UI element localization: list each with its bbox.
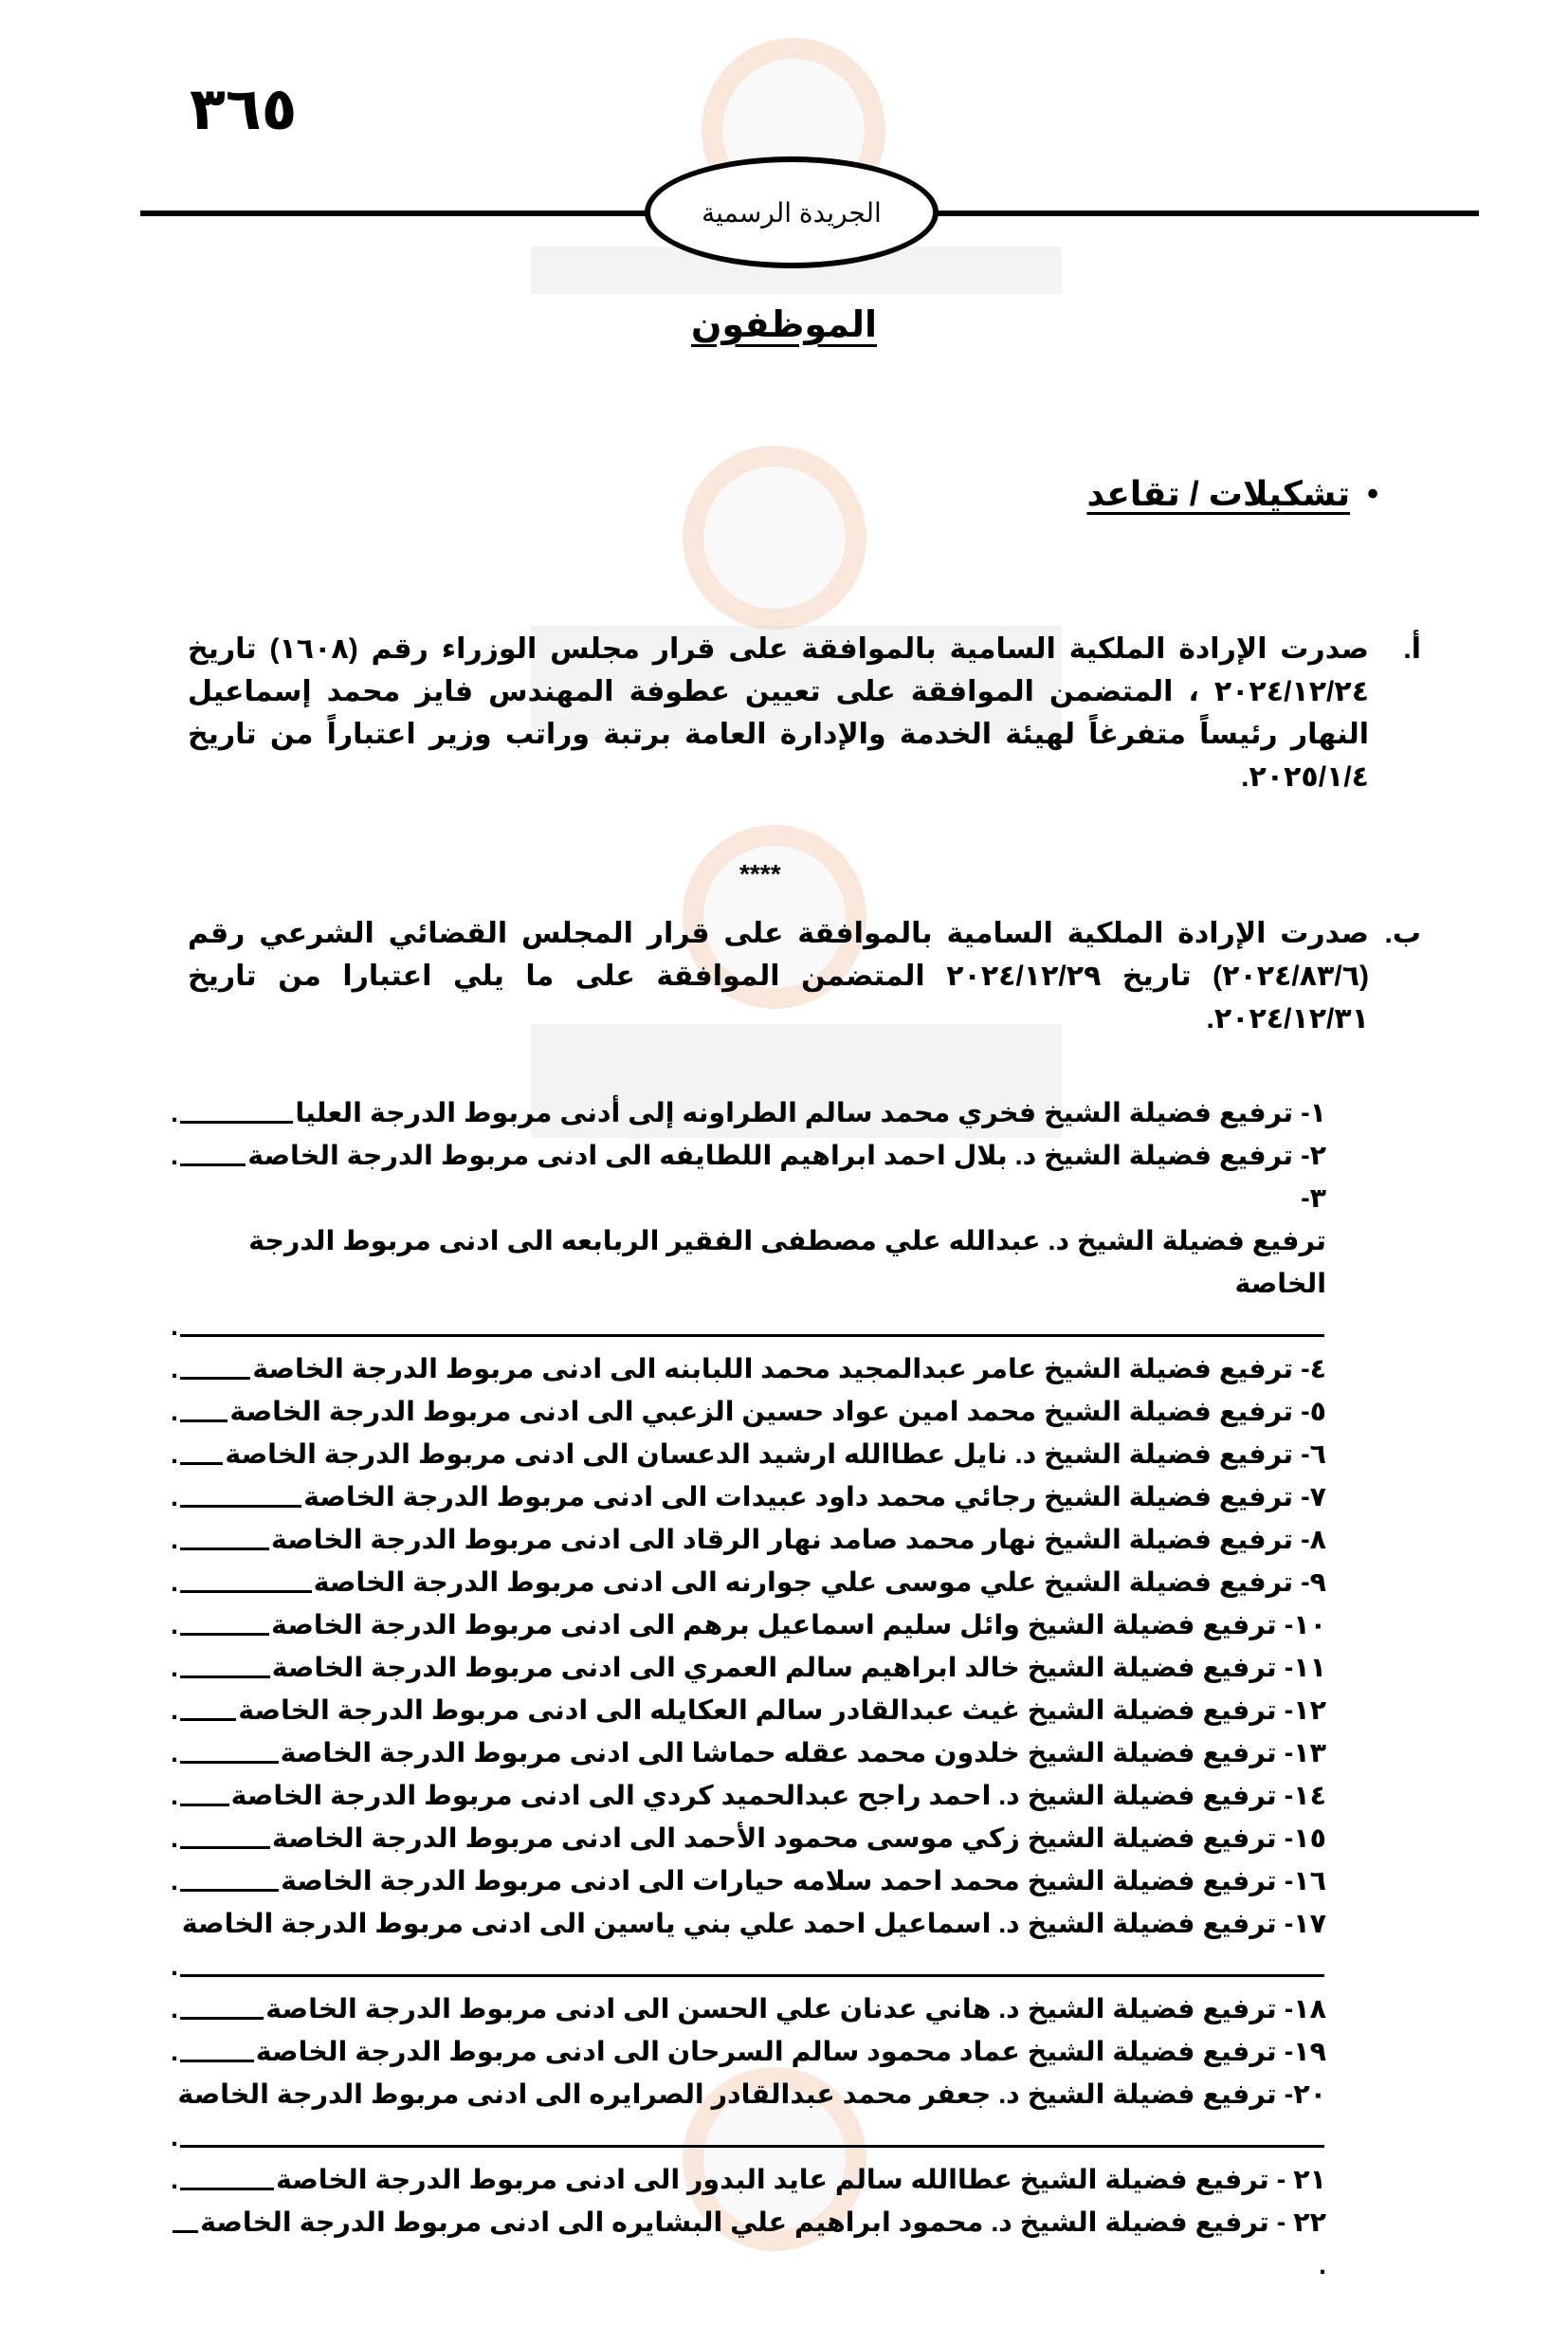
item-fill-line [180,1633,269,1636]
list-item [171,1988,1326,2031]
paragraph-a [188,628,1421,798]
bullet-icon: • [1367,475,1378,512]
item-text: ترفيع فضيلة الشيخ د. جعفر محمد عبدالقادر الصرايره الى ادنى مربوط الدرجة الخاصة [177,2079,1277,2110]
item-fill-line [180,1889,279,1892]
item-number: ١٤- [1284,1781,1326,1811]
list-item [171,1519,1326,1562]
list-item [171,1860,1326,1903]
item-fill-line [180,1419,228,1422]
page-number: ٣٦٥ [190,77,298,142]
item-text: ترفيع فضيلة الشيخ عامر عبدالمجيد محمد اللبابنه الى ادنى مربوط الدرجة الخاصة [252,1354,1294,1384]
item-text: ترفيع فضيلة الشيخ غيث عبدالقادر سالم العكايله الى ادنى مربوط الدرجة الخاصة [238,1695,1277,1726]
item-number: ١٩- [1284,2037,1326,2067]
list-item [171,1690,1326,1732]
item-number: ١- [1301,1098,1326,1128]
list-item [171,1348,1326,1391]
list-item [171,1562,1326,1604]
list-item [171,1178,1326,1348]
item-number: ٢١ - [1276,2165,1326,2195]
item-end: . [171,1098,178,1128]
item-number: ١٠- [1284,1610,1326,1640]
paragraph-b-text: صدرت الإرادة الملكية السامية بالموافقة على قرار المجلس القضائي الشرعي رقم (٢٠٢٤/٨٣/٦) تاريخ ٢٠٢٤/١٢/٢٩ المتضمن الموافقة على ما يلي اعتبارا من تاريخ ٢٠٢٤/١٢/٣١. [188,918,1369,1035]
item-text: ترفيع فضيلة الشيخ خالد ابراهيم سالم العمري الى ادنى مربوط الدرجة الخاصة [271,1653,1277,1683]
item-end: . [171,1994,178,2024]
item-fill-line [180,1676,270,1678]
item-end: . [171,1439,178,1470]
item-fill-line [173,2230,198,2233]
item-text: ترفيع فضيلة الشيخ زكي موسى محمود الأحمد الى ادنى مربوط الدرجة الخاصة [271,1823,1277,1854]
item-text: ترفيع فضيلة الشيخ محمد امين عواد حسين الزعبي الى ادنى مربوط الدرجة الخاصة [229,1397,1294,1427]
list-item [171,2159,1326,2202]
list-item [171,1434,1326,1476]
item-text: ترفيع فضيلة الشيخ خلدون محمد عقله حماشا الى ادنى مربوط الدرجة الخاصة [280,1738,1277,1768]
item-end: . [171,1653,178,1683]
item-text: ترفيع فضيلة الشيخ د. اسماعيل احمد علي بني ياسين الى ادنى مربوط الدرجة الخاصة [181,1909,1277,1939]
section-title: الموظفون [691,305,877,345]
item-text: ترفيع فضيلة الشيخ عماد محمود سالم السرحان الى ادنى مربوط الدرجة الخاصة [255,2037,1277,2067]
item-text: ترفيع فضيلة الشيخ د. هاني عدنان علي الحسن الى ادنى مربوط الدرجة الخاصة [265,1994,1277,2024]
item-text: ترفيع فضيلة الشيخ فخري محمد سالم الطراونه إلى أدنى مربوط الدرجة العليا [295,1098,1294,1128]
item-fill-line [180,2017,264,2020]
paragraph-b-label: ب. [1384,918,1421,949]
item-number: ٤- [1301,1354,1326,1384]
item-number: ٧- [1301,1482,1326,1512]
item-fill-line [180,1974,1324,1977]
item-fill-line [180,2188,274,2190]
item-text: ترفيع فضيلة الشيخ عطاالله سالم عايد البدور الى ادنى مربوط الدرجة الخاصة [275,2165,1269,2195]
item-text: ترفيع فضيلة الشيخ محمد احمد سلامه حيارات الى ادنى مربوط الدرجة الخاصة [281,1866,1277,1896]
item-end: . [171,1781,178,1811]
list-item [171,1732,1326,1775]
item-fill-line [180,1590,312,1593]
item-text: ترفيع فضيلة الشيخ د. نايل عطاالله ارشيد الدعسان الى ادنى مربوط الدرجة الخاصة [225,1439,1294,1470]
separator: **** [739,859,781,888]
item-end: . [171,1141,178,1171]
item-end: . [171,2165,178,2195]
item-fill-line [180,1718,236,1721]
item-number: ٢٠- [1284,2079,1326,2110]
list-item [171,2202,1326,2287]
item-number: ٥- [1301,1397,1326,1427]
sub-heading [0,474,1378,514]
item-text: ترفيع فضيلة الشيخ د. بلال احمد ابراهيم اللطايفه الى ادنى مربوط الدرجة الخاصة [247,1141,1294,1171]
item-fill-line [180,1462,223,1465]
item-end: . [171,2122,178,2152]
item-fill-line [180,1846,270,1849]
item-fill-line [180,1377,250,1380]
item-text: ترفيع فضيلة الشيخ وائل سليم اسماعيل برهم الى ادنى مربوط الدرجة الخاصة [271,1610,1277,1640]
item-number: ١٦- [1284,1866,1326,1896]
item-number: ١٣- [1284,1738,1326,1768]
item-text: ترفيع فضيلة الشيخ د. محمود ابراهيم علي البشايره الى ادنى مربوط الدرجة الخاصة [200,2207,1269,2238]
item-number: ١١- [1284,1653,1326,1683]
item-fill-line [180,1334,1324,1337]
item-end: . [171,1866,178,1896]
item-fill-line [180,1547,269,1550]
paragraph-a-label: أ. [1403,633,1421,665]
item-end: . [171,1738,178,1768]
list-item [171,1903,1326,1988]
item-number: ٢- [1301,1141,1326,1171]
item-number: ١٥- [1284,1823,1326,1854]
list-item [171,1647,1326,1690]
item-fill-line [180,1804,229,1806]
item-fill-line [180,2145,1324,2148]
item-number: ٢٢ - [1276,2207,1326,2238]
item-end: . [171,1610,178,1640]
item-end: . [171,1397,178,1427]
item-end: . [171,1311,178,1342]
item-end: . [171,1695,178,1726]
item-number: ٨- [1301,1525,1326,1555]
list-item [171,1391,1326,1434]
item-end: . [1319,2250,1326,2280]
item-end: . [171,1525,178,1555]
list-item [171,1775,1326,1818]
list-item [171,1476,1326,1519]
item-end: . [171,2037,178,2067]
item-text: ترفيع فضيلة الشيخ نهار محمد صامد نهار الرقاد الى ادنى مربوط الدرجة الخاصة [270,1525,1294,1555]
list-item [171,2031,1326,2074]
item-end: . [171,1567,178,1598]
item-fill-line [180,1121,293,1124]
item-number: ١٢- [1284,1695,1326,1726]
item-number: ١٧- [1284,1909,1326,1939]
list-item [171,1135,1326,1178]
item-number: ٦- [1301,1439,1326,1470]
item-end: . [171,1482,178,1512]
item-text: ترفيع فضيلة الشيخ د. احمد راجح عبدالحميد كردي الى ادنى مربوط الدرجة الخاصة [230,1781,1277,1811]
paragraph-a-text: صدرت الإرادة الملكية السامية بالموافقة على قرار مجلس الوزراء رقم (١٦٠٨) تاريخ ٢٠٢٤/١٢/٢٤ ، المتضمن الموافقة على تعيين عطوفة المهندس فايز محمد إسماعيل النهار رئيساً متفرغاً لهيئة الخدمة والإدارة العامة برتبة وراتب وزير اعتباراً من تاريخ ٢٠٢٥/١/٤. [188,633,1370,793]
item-number: ١٨- [1284,1994,1326,2024]
item-text: ترفيع فضيلة الشيخ علي موسى علي جوارنه الى ادنى مربوط الدرجة الخاصة [313,1567,1294,1598]
promotion-list [171,1092,1326,2287]
paragraph-b [188,912,1421,1040]
item-end: . [171,1823,178,1854]
list-item [171,1092,1326,1135]
item-end: . [171,1354,178,1384]
item-number: ٣- [1301,1183,1326,1214]
list-item [171,1604,1326,1647]
item-number: ٩- [1301,1567,1326,1598]
item-fill-line [180,1163,246,1166]
item-end: . [171,1951,178,1982]
item-fill-line [180,1505,301,1508]
item-fill-line [180,1761,279,1764]
item-fill-line [180,2060,254,2062]
gazette-title: الجريدة الرسمية [702,197,882,228]
list-item [171,1818,1326,1860]
item-text: ترفيع فضيلة الشيخ د. عبدالله علي مصطفى الفقير الربابعه الى ادنى مربوط الدرجة الخاصة [248,1226,1326,1299]
sub-heading-text: تشكيلات / تقاعد [1086,474,1351,513]
item-text: ترفيع فضيلة الشيخ رجائي محمد داود عبيدات الى ادنى مربوط الدرجة الخاصة [303,1482,1294,1512]
list-item [171,2074,1326,2159]
